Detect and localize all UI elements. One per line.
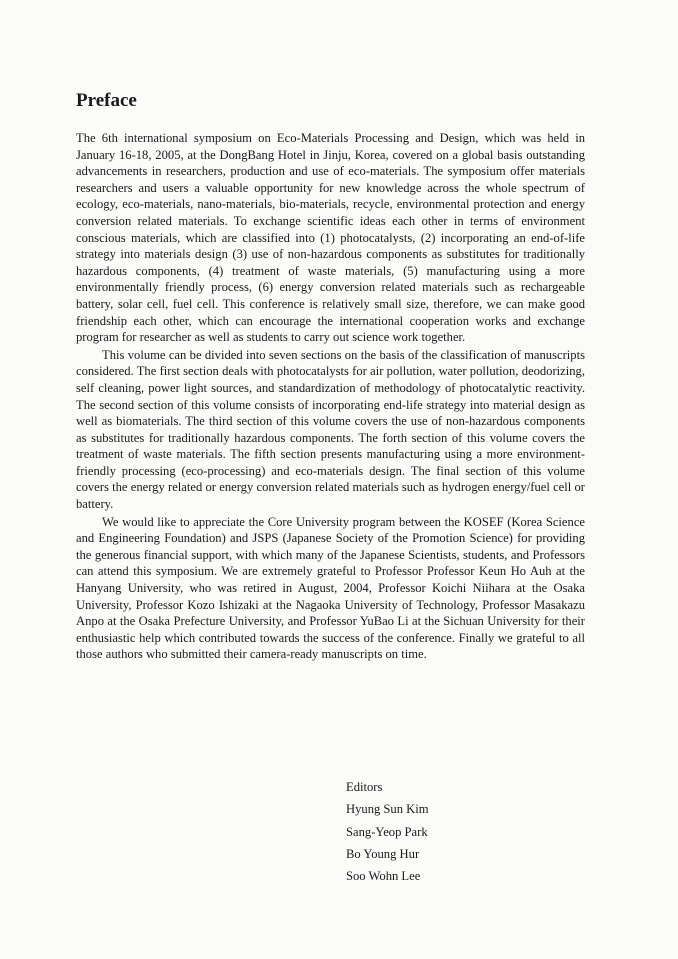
editor-name: Sang-Yeop Park: [346, 824, 428, 839]
editors-block: [346, 776, 429, 887]
page-title: Preface: [76, 90, 137, 111]
editor-name: Bo Young Hur: [346, 846, 420, 861]
editor-name: Soo Wohn Lee: [346, 869, 421, 884]
paragraph-acknowledgements: We would like to appreciate the Core University program between the KOSEF (Korea Science and Engineering Foundation) and JSPS (Japanese Society of the Promotion Science) for providing the generous financial support, with which many of the Japanese Scientists, students, and Professors can attend this symposium. We are extremely grateful to Professor Professor Keun Ho Auh at the Hanyang University, who was retired in August, 2004, Professor Koichi Niihara at the Osaka University, Professor Kozo Ishizaki at the Nagaoka University of Technology, Professor Masakazu Anpo at the Osaka Prefecture University, and Professor YuBao Li at the Sichuan University for their enthusiastic help which contributed towards the success of the conference. Finally we grateful to all those authors who submitted their camera-ready manuscripts on time.: [76, 514, 585, 662]
preface-body: [76, 130, 585, 663]
editor-name: Hyung Sun Kim: [346, 802, 429, 817]
editors-heading: Editors: [346, 780, 383, 794]
paragraph-sections: This volume can be divided into seven sections on the basis of the classification of manuscripts considered. The first section deals with photocatalysts for air pollution, water pollution, deodorizing, self cleaning, power light sources, and standardization of methodology of photocatalytic reactivity. The second section of this volume consists of incorporating end-life strategy into material design as well as biomaterials. The third section of this volume covers the use of non-hazardous components as substitutes for traditionally hazardous components. The forth section of this volume covers the treatment of waste materials. The fifth section presents manufacturing using a more environment-friendly processing (eco-processing) and eco-materials design. The final section of this volume covers the energy related or energy conversion related materials such as hydrogen energy/fuel cell or battery.: [76, 347, 585, 512]
paragraph-intro: The 6th international symposium on Eco-Materials Processing and Design, which was held in January 16-18, 2005, at the DongBang Hotel in Jinju, Korea, covered on a global basis outstanding advancements in researchers, production and use of eco-materials. The symposium offer materials researchers and users a valuable opportunity for new knowledge across the whole spectrum of ecology, eco-materials, nano-materials, bio-materials, recycle, environmental protection and energy conversion related materials. To exchange scientific ideas each other in terms of environment conscious materials, which are classified into (1) photocatalysts, (2) incorporating an end-of-life strategy into materials design (3) use of non-hazardous components as substitutes for traditionally hazardous components, (4) treatment of waste materials, (5) manufacturing using a more environmentally friendly process, (6) energy conversion related materials such as rechargeable battery, solar cell, fuel cell. This conference is relatively small size, therefore, we can make good friendship each other, which can encourage the international cooperation works and exchange program for researcher as well as students to carry out science work together.: [76, 131, 585, 345]
